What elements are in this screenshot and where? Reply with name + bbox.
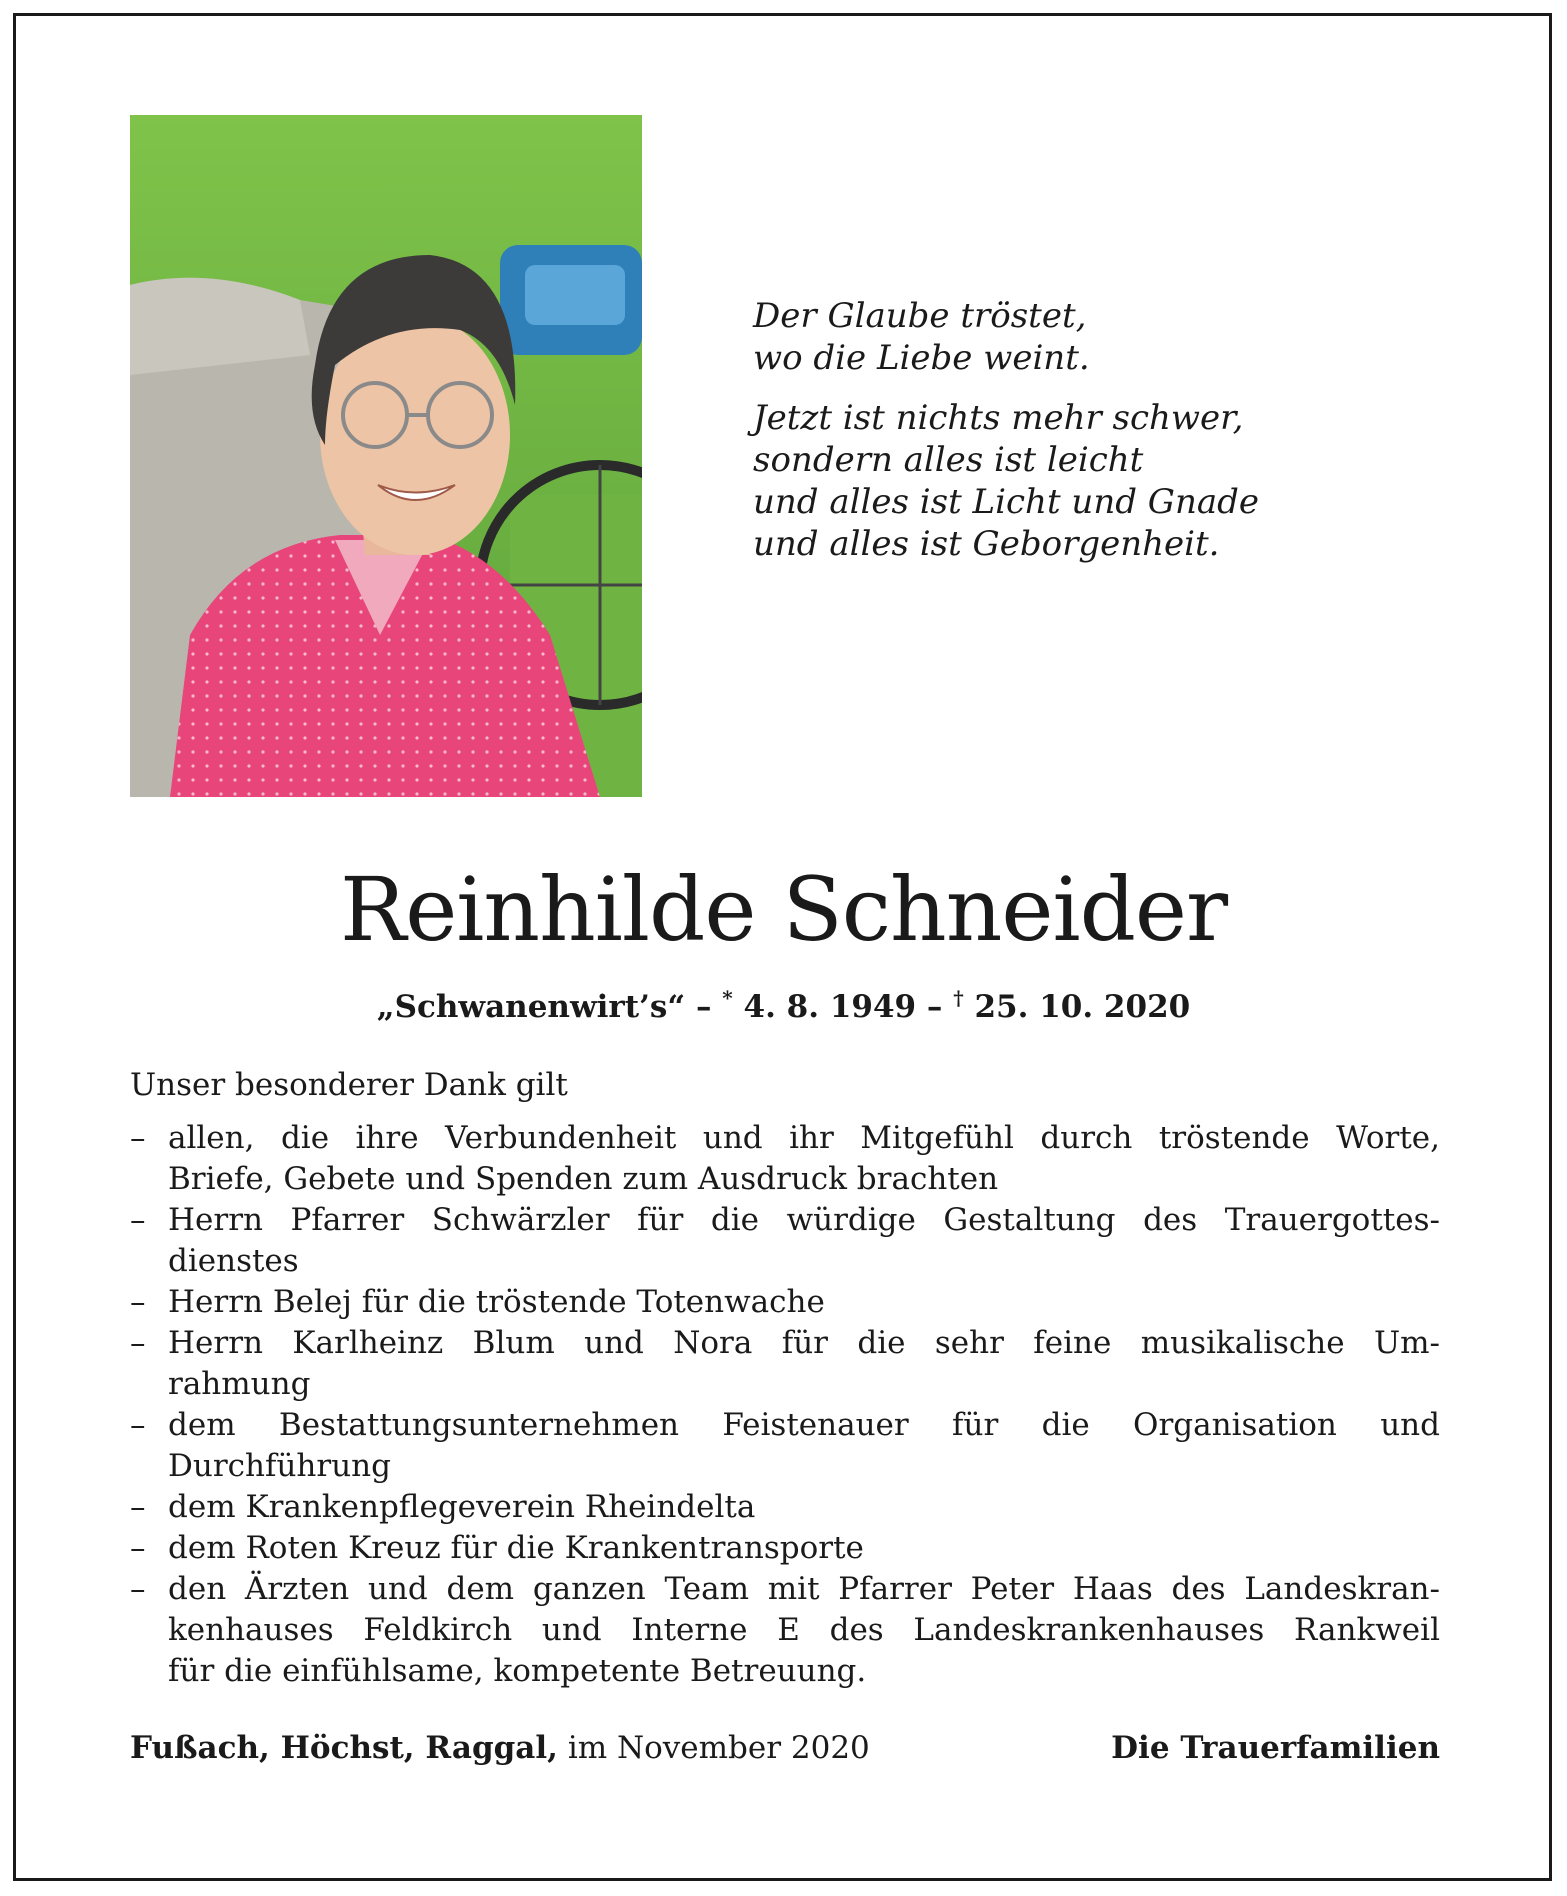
quote-stanza-2	[753, 397, 1453, 565]
thanks-line: Durchführung	[168, 1448, 391, 1484]
footer-places: Fußach, Höchst, Raggal,	[130, 1730, 558, 1766]
thanks-item	[130, 1487, 1440, 1528]
quote-stanza-1	[753, 295, 1453, 379]
thanks-item	[130, 1528, 1440, 1569]
quote-line: wo die Liebe weint.	[753, 338, 1090, 378]
thanks-line: – dem Bestattungsunternehmen Feistenauer für die Organisation und	[168, 1407, 1440, 1443]
footer	[130, 1726, 1440, 1770]
memorial-quote	[753, 295, 1453, 583]
thanks-line: Briefe, Gebete und Spenden zum Ausdruck brachten	[168, 1161, 999, 1197]
date-separator: –	[695, 989, 712, 1025]
deceased-name: Reinhilde Schneider	[339, 858, 1228, 961]
death-symbol: †	[953, 986, 964, 1010]
footer-date: im November 2020	[567, 1730, 870, 1766]
thanks-line: – den Ärzten und dem ganzen Team mit Pfarrer Peter Haas des Landeskran-	[168, 1571, 1440, 1607]
thanks-list	[130, 1118, 1440, 1692]
birth-symbol: *	[722, 986, 733, 1010]
thanks-item	[130, 1323, 1440, 1405]
life-dates	[0, 978, 1567, 1027]
death-date: 25. 10. 2020	[974, 989, 1191, 1025]
thanks-line: – Herrn Pfarrer Schwärzler für die würdige Gestaltung des Trauergottes-	[168, 1202, 1440, 1238]
thanks-item	[130, 1405, 1440, 1487]
thanks-line: rahmung	[168, 1366, 311, 1402]
date-separator: –	[926, 989, 943, 1025]
thanks-item	[130, 1569, 1440, 1692]
thanks-item	[130, 1200, 1440, 1282]
thanks-intro: Unser besonderer Dank gilt	[130, 1067, 568, 1103]
thanks-line: – dem Krankenpflegeverein Rheindelta	[168, 1489, 756, 1525]
quote-line: und alles ist Geborgenheit.	[753, 524, 1220, 564]
thanks-line: kenhauses Feldkirch und Interne E des Landeskrankenhauses Rankweil	[168, 1612, 1440, 1648]
quote-line: sondern alles ist leicht	[753, 440, 1144, 480]
quote-line: Der Glaube tröstet,	[753, 296, 1087, 336]
nickname: „Schwanenwirt’s“	[376, 989, 686, 1025]
thanks-line: dienstes	[168, 1243, 299, 1279]
birth-date: 4. 8. 1949	[743, 989, 917, 1025]
quote-line: und alles ist Licht und Gnade	[753, 482, 1259, 522]
quote-line: Jetzt ist nichts mehr schwer,	[753, 398, 1244, 438]
thanks-item	[130, 1118, 1440, 1200]
thanks-line: – allen, die ihre Verbundenheit und ihr Mitgefühl durch tröstende Worte,	[168, 1120, 1440, 1156]
thanks-line: – Herrn Belej für die tröstende Totenwache	[168, 1284, 825, 1320]
thanks-line: – Herrn Karlheinz Blum und Nora für die sehr feine musikalische Um-	[168, 1325, 1440, 1361]
portrait-illustration	[130, 115, 642, 797]
portrait-photo	[130, 115, 642, 797]
thanks-line: für die einfühlsame, kompetente Betreuung.	[168, 1653, 867, 1689]
footer-signature: Die Trauerfamilien	[1111, 1730, 1440, 1766]
thanks-item	[130, 1282, 1440, 1323]
thanks-line: – dem Roten Kreuz für die Krankentransporte	[168, 1530, 864, 1566]
